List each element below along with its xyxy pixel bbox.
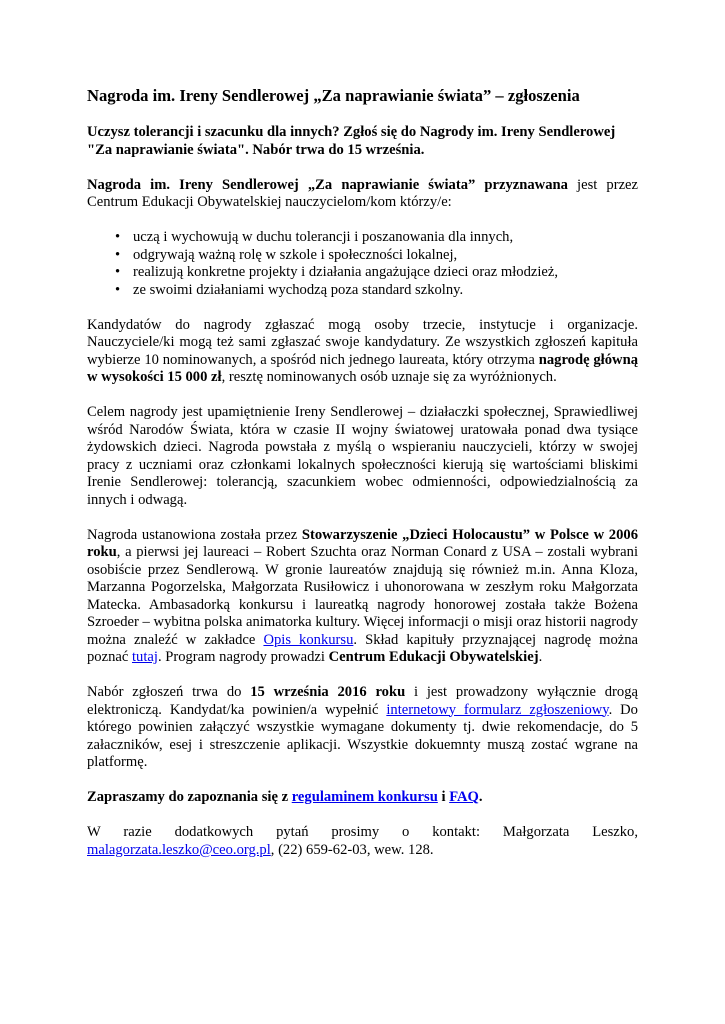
history-text-2: , a pierwsi jej laureaci – Robert Szuchta oraz Norman Conard z USA – zostali wybrani osobiście przez Sendlerową. W gronie laureatów znajdują się również m.in. Anna Kloza, Marzanna Pogorzelska, Małgorzata Rusiłowicz i uhonorowana w zeszłym roku Małgorzata Matecka. Ambasadorką konkursu i laureatką nagrody honorowej została także Bożena Szroeder – wybitna polska animatorka kultury. Więcej informacji o misji oraz historii nagrody można znaleźć w zakładce [87, 544, 638, 648]
contact-line-1: W razie dodatkowych pytań prosimy o kontakt: Małgorzata Leszko, [87, 824, 638, 840]
list-item: • realizują konkretne projekty i działania angażujące dzieci oraz młodzież, [133, 264, 638, 282]
recruitment-text-2: i jest prowadzony wyłącznie drogą elektroniczą. Kandydat/ka powinien/a wypełnić [87, 684, 638, 718]
candidates-paragraph [87, 317, 638, 387]
document-page [87, 86, 638, 877]
list-item: • odgrywają ważną rolę w szkole i społeczności lokalnej, [133, 247, 638, 265]
invite-text: Zapraszamy do zapoznania się z [87, 789, 292, 805]
history-paragraph [87, 527, 638, 667]
competition-description-link[interactable]: Opis konkursu [263, 631, 354, 648]
candidates-text-end: , resztę nominowanych osób uznaje się za wyróżnionych. [221, 369, 557, 385]
list-item: • ze swoimi działaniami wychodzą poza standard szkolny. [133, 282, 638, 300]
criteria-list [87, 229, 638, 299]
organizer-name: Centrum Edukacji Obywatelskiej [328, 649, 539, 665]
regulations-link[interactable]: regulaminem konkursu [291, 789, 438, 805]
intro-paragraph [87, 177, 638, 212]
history-text-5: . [538, 649, 543, 665]
contact-line-2 [87, 842, 434, 858]
invite-text-3: . [478, 789, 483, 805]
association-name: Stowarzyszenie „Dzieci Holocaustu” w Polsce w 2006 roku [87, 526, 638, 560]
faq-link[interactable]: FAQ [449, 789, 479, 805]
history-text-4: . Program nagrody prowadzi [157, 649, 329, 665]
invite-paragraph [87, 789, 638, 807]
page-title: Nagroda im. Ireny Sendlerowej „Za naprawianie świata” – zgłoszenia [87, 86, 580, 105]
invite-text-2: i [437, 789, 450, 805]
candidates-text: Kandydatów do nagrody zgłaszać mogą osoby trzecie, instytucje i organizacje. Nauczyciele/ki mogą też sami zgłaszać swoje kandydatury. Ze wszystkich zgłoszeń kapituła wybierze 10 nominowanych, a spośród nich jednego laureata, który otrzyma [87, 316, 638, 368]
lead-paragraph [87, 124, 638, 159]
intro-line-1 [87, 177, 638, 195]
recruitment-paragraph [87, 684, 638, 772]
intro-line-2: Centrum Edukacji Obywatelskiej nauczycielom/kom którzy/e: [87, 194, 452, 210]
history-text: Nagroda ustanowiona została przez [87, 526, 302, 543]
application-form-link[interactable]: internetowy formularz zgłoszeniowy [386, 701, 609, 718]
deadline: 15 września 2016 roku [250, 684, 406, 700]
goal-paragraph: Celem nagrody jest upamiętnienie Ireny Sendlerowej – działaczki społecznej, Sprawiedliwej wśród Narodów Świata, która w czasie II wojny światowej uratowała ponad dwa tysiące żydowskich dzieci. Nagroda powstała z myślą o wspieraniu nauczycieli, którzy w swojej pracy z uczniami oraz członkami lokalnych społeczności kierują się wartościami bliskimi Irenie Sendlerowej: tolerancją, szacunkiem wobec odmienności, odpowiedzialnością za innych i odwagą. [87, 404, 638, 508]
email-link[interactable]: malagorzata.leszko@ceo.org.pl [87, 841, 271, 858]
recruitment-text: Nabór zgłoszeń trwa do [87, 684, 251, 700]
lead-line-2: "Za naprawianie świata". Nabór trwa do 15 września. [87, 141, 425, 158]
prize-amount: nagrodę główną w wysokości 15 000 zł [87, 351, 638, 385]
lead-line-1: Uczysz tolerancji i szacunku dla innych? Zgłoś się do Nagrody im. Ireny Sendlerowej [87, 124, 616, 140]
history-text-3: . Skład kapituły przyznającej nagrodę można poznać [87, 631, 639, 665]
contact-phone: , (22) 659-62-03, wew. 128. [270, 841, 434, 858]
contact-paragraph [87, 824, 638, 859]
recruitment-text-3: . Do którego powinien załączyć wszystkie wymagane dokumenty tj. dwie rekomendacje, do 5 załaczników, esej i streszczenie aplikacji. Wszystkie dokuemnty muszą zostać wgrane na platformę. [87, 701, 638, 770]
intro-bold: Nagroda im. Ireny Sendlerowej „Za naprawianie świata” przyznawana [87, 176, 568, 193]
intro-rest: jest przez [567, 176, 638, 193]
list-item: • uczą i wychowują w duchu tolerancji i poszanowania dla innych, [133, 229, 638, 247]
jury-link[interactable]: tutaj [131, 649, 158, 665]
